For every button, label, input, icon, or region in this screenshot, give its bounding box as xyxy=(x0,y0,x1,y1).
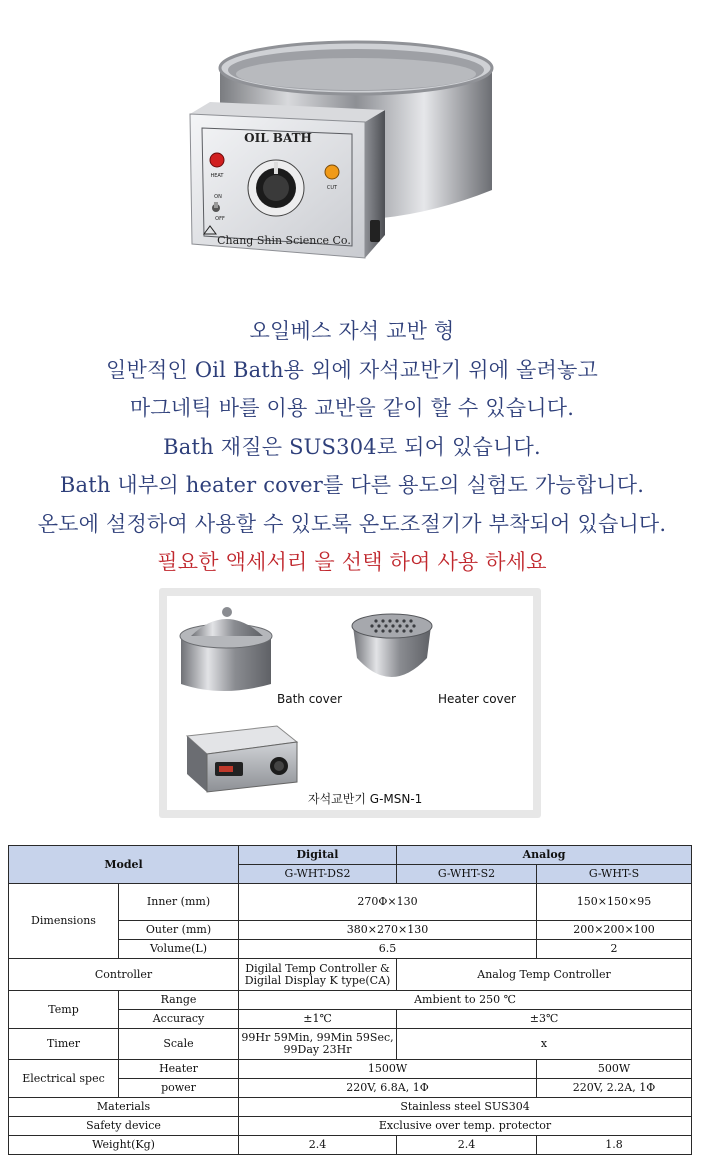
panel-title: OIL BATH xyxy=(244,131,312,145)
power-label: power xyxy=(119,1079,239,1098)
heater-label: Heater xyxy=(119,1060,239,1079)
product-description xyxy=(0,312,704,582)
scale-digital-line: 99Day 23Hr xyxy=(283,1043,352,1056)
inner-value: 270Φ×130 xyxy=(239,884,537,921)
scale-digital xyxy=(239,1029,397,1060)
range-label: Range xyxy=(119,991,239,1010)
accessories-photo xyxy=(167,596,533,810)
controller-digital xyxy=(239,959,397,991)
heater-cover-label: Heater cover xyxy=(438,692,516,706)
accuracy-label: Accuracy xyxy=(119,1010,239,1029)
on-label: ON xyxy=(214,194,222,200)
weight-value: 2.4 xyxy=(239,1136,397,1155)
stirrer-label: 자석교반기 G-MSN-1 xyxy=(308,792,423,806)
table-row xyxy=(9,959,692,991)
weight-value: 2.4 xyxy=(397,1136,537,1155)
table-row xyxy=(9,1117,692,1136)
table-row xyxy=(9,884,692,921)
digital-header: Digital xyxy=(239,846,397,865)
controller-analog: Analog Temp Controller xyxy=(397,959,692,991)
weight-label: Weight(Kg) xyxy=(9,1136,239,1155)
table-row xyxy=(9,846,692,865)
controller-label: Controller xyxy=(9,959,239,991)
heater-value: 500W xyxy=(537,1060,692,1079)
table-row xyxy=(9,991,692,1010)
dimensions-label: Dimensions xyxy=(9,884,119,959)
off-label: OFF xyxy=(215,216,225,222)
heater-value: 1500W xyxy=(239,1060,537,1079)
outer-label: Outer (mm) xyxy=(119,921,239,940)
scale-analog: x xyxy=(397,1029,692,1060)
safety-label: Safety device xyxy=(9,1117,239,1136)
controller-digital-line: Digilal Temp Controller & xyxy=(245,961,390,975)
inner-label: Inner (mm) xyxy=(119,884,239,921)
volume-value: 2 xyxy=(537,940,692,959)
cut-label: CUT xyxy=(326,185,338,191)
model-name: G-WHT-DS2 xyxy=(239,865,397,884)
heater-cover-icon xyxy=(352,614,432,677)
model-header: Model xyxy=(9,846,239,884)
table-row xyxy=(9,1060,692,1079)
model-name: G-WHT-S xyxy=(537,865,692,884)
accessories-panel xyxy=(159,588,541,818)
oil-bath-product-image xyxy=(180,30,520,280)
description-line: Bath 내부의 heater cover를 다른 용도의 실험도 가능합니다. xyxy=(59,473,645,497)
bath-cover-label: Bath cover xyxy=(277,692,343,706)
accuracy-analog: ±3℃ xyxy=(397,1010,692,1029)
description-line: Bath 재질은 SUS304로 되어 있습니다. xyxy=(163,434,541,459)
table-row xyxy=(9,1098,692,1117)
description-line: 마그네틱 바를 이용 교반을 같이 할 수 있습니다. xyxy=(129,396,575,420)
temp-label: Temp xyxy=(9,991,119,1029)
materials-value: Stainless steel SUS304 xyxy=(239,1098,692,1117)
spec-table xyxy=(8,845,692,1155)
accuracy-digital: ±1℃ xyxy=(239,1010,397,1029)
volume-label: Volume(L) xyxy=(119,940,239,959)
table-row xyxy=(9,1029,692,1060)
electrical-label: Electrical spec xyxy=(9,1060,119,1098)
oil-bath-illustration xyxy=(180,30,520,280)
timer-label: Timer xyxy=(9,1029,119,1060)
power-value: 220V, 2.2A, 1Φ xyxy=(537,1079,692,1098)
table-row xyxy=(9,1136,692,1155)
outer-value: 200×200×100 xyxy=(537,921,692,940)
scale-digital-line: 99Hr 59Min, 99Min 59Sec, xyxy=(241,1031,394,1044)
bath-cover-icon xyxy=(180,607,272,691)
volume-value: 6.5 xyxy=(239,940,537,959)
safety-value: Exclusive over temp. protector xyxy=(239,1117,692,1136)
description-line: 일반적인 Oil Bath용 외에 자석교반기 위에 올려놓고 xyxy=(106,357,598,382)
controller-digital-line: Digilal Display K type(CA) xyxy=(244,973,391,987)
description-line: 온도에 설정하여 사용할 수 있도록 온도조절기가 부착되어 있습니다. xyxy=(37,511,667,536)
weight-value: 1.8 xyxy=(537,1136,692,1155)
power-value: 220V, 6.8A, 1Φ xyxy=(239,1079,537,1098)
range-value: Ambient to 250 ℃ xyxy=(239,991,692,1010)
outer-value: 380×270×130 xyxy=(239,921,537,940)
model-name: G-WHT-S2 xyxy=(397,865,537,884)
magnetic-stirrer-icon xyxy=(187,726,297,792)
description-line: 오일베스 자석 교반 형 xyxy=(249,319,455,343)
heat-label: HEAT xyxy=(210,173,224,179)
inner-value: 150×150×95 xyxy=(537,884,692,921)
scale-label: Scale xyxy=(119,1029,239,1060)
accessory-notice: 필요한 액세서리 을 선택 하여 사용 하세요 xyxy=(157,550,547,574)
analog-header: Analog xyxy=(397,846,692,865)
materials-label: Materials xyxy=(9,1098,239,1117)
maker-name: Chang Shin Science Co. xyxy=(217,234,351,247)
